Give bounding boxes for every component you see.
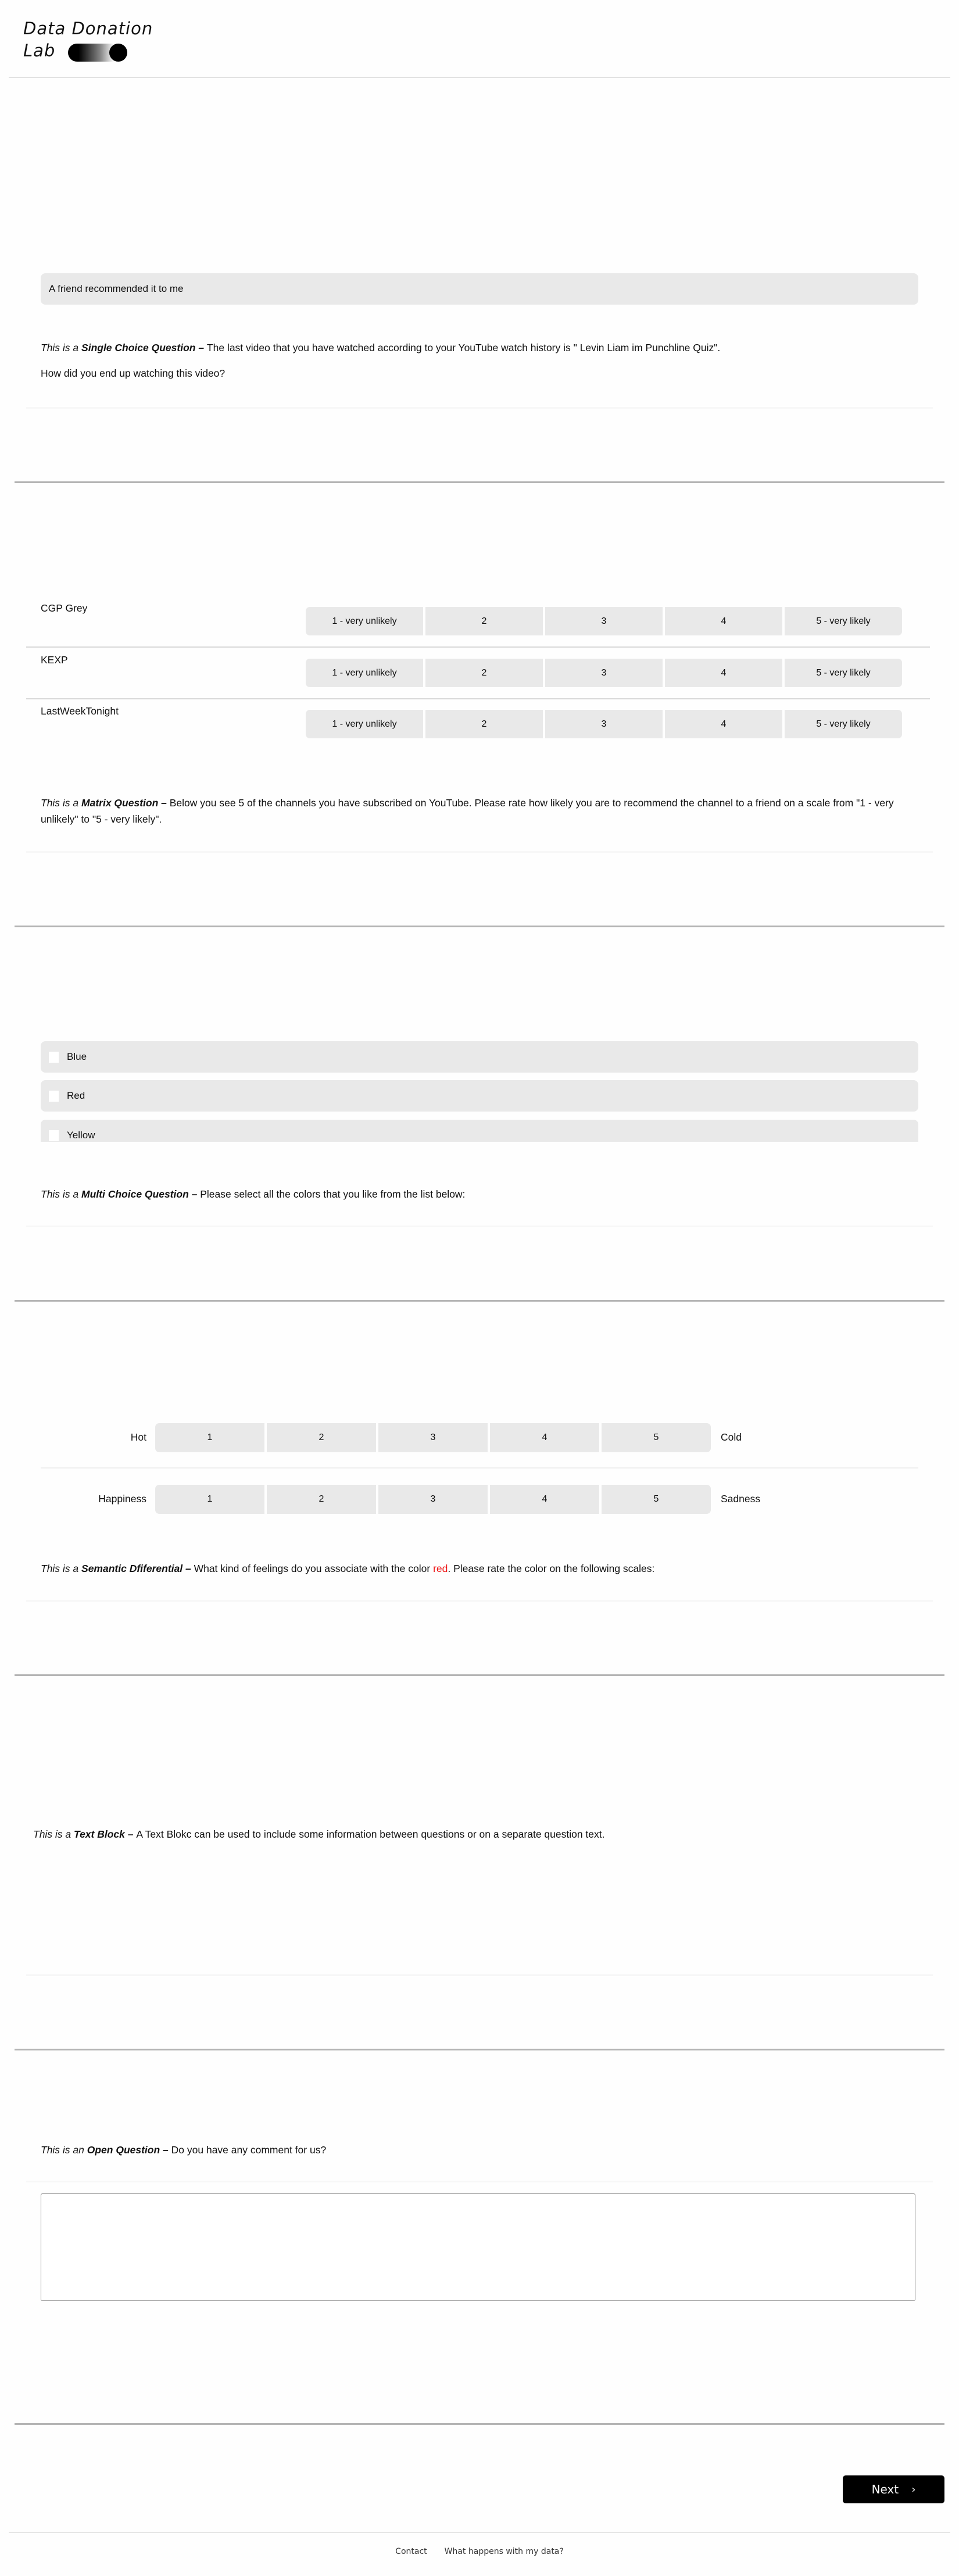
multi-choice-option-blue[interactable] [41,1041,918,1073]
scale-option-3[interactable]: 3 [378,1423,488,1452]
checkbox[interactable] [49,1091,59,1102]
open-question-text [41,2142,924,2158]
scale-option-5[interactable]: 5 [602,1485,711,1514]
section-divider-faint [26,407,933,409]
scale-option-3[interactable]: 3 [378,1485,488,1514]
section-divider-faint [26,1974,933,1976]
scale-option-4[interactable]: 4 [490,1423,599,1452]
scale-option-1[interactable]: 1 [155,1423,264,1452]
section-separator [15,1674,944,1676]
question-description: The last video that you have watched according to your YouTube watch history is " Levin Liam im Punchline Quiz". [206,342,721,353]
type-suffix: – [195,342,207,353]
sd-right-label: Cold [721,1431,742,1443]
comment-textarea[interactable] [41,2193,915,2301]
type-suffix: – [158,797,170,809]
scale-option-1[interactable]: 1 - very unlikely [306,659,423,687]
sd-left-label: Happiness [98,1493,146,1505]
question-type: Multi Choice Question [81,1188,189,1200]
question-type: Semantic Dfiferential [81,1563,183,1574]
single-choice-prompt: How did you end up watching this video? [41,367,226,379]
section-separator [15,2049,944,2050]
matrix-row-kexp [306,659,902,687]
sd-row-hot-cold [155,1423,711,1452]
scale-option-4[interactable]: 4 [665,607,782,635]
section-separator [15,926,944,927]
type-prefix: This is a [41,797,82,809]
type-suffix: – [188,1188,201,1200]
scale-option-4[interactable]: 4 [665,710,782,738]
sd-right-label: Sadness [721,1493,761,1505]
scale-option-3[interactable]: 3 [545,607,663,635]
scale-option-3[interactable]: 3 [545,710,663,738]
matrix-row-lastweektonight [306,710,902,738]
matrix-row-divider [26,698,930,699]
section-divider-faint [26,1600,933,1602]
scale-option-1[interactable]: 1 - very unlikely [306,710,423,738]
question-type: Matrix Question [81,797,159,809]
option-label: Yellow [67,1130,95,1141]
type-suffix: – [160,2144,171,2156]
question-description: What kind of feelings do you associate with the color [194,1563,434,1574]
scale-option-5[interactable]: 5 [602,1423,711,1452]
scale-option-2[interactable]: 2 [425,607,543,635]
logo-line1: Data Donation [23,19,153,38]
option-label: Red [67,1090,85,1101]
sd-left-label: Hot [130,1431,146,1443]
scale-option-5[interactable]: 5 - very likely [785,659,902,687]
scale-option-2[interactable]: 2 [425,710,543,738]
scale-option-5[interactable]: 5 - very likely [785,607,902,635]
section-divider-faint [26,851,933,853]
scale-option-5[interactable]: 5 - very likely [785,710,902,738]
section-separator [15,2423,944,2425]
scale-option-1[interactable]: 1 [155,1485,264,1514]
footer-link-data-info[interactable]: What happens with my data? [444,2547,564,2556]
matrix-row-label: KEXP [41,654,68,666]
type-prefix: This is a [41,342,82,353]
scale-option-2[interactable]: 2 [267,1423,376,1452]
scale-option-1[interactable]: 1 - very unlikely [306,607,423,635]
type-prefix: This is a [41,1188,82,1200]
toggle-switch-icon [68,44,127,62]
option-label: A friend recommended it to me [49,283,184,294]
sd-row-divider [41,1467,918,1469]
logo-line2: Lab [23,41,56,60]
scale-option-2[interactable]: 2 [267,1485,376,1514]
block-description: A Text Blokc can be used to include some information between questions or on a separate question text. [136,1828,605,1840]
type-suffix: – [183,1563,194,1574]
block-type: Text Block [74,1828,125,1840]
type-prefix: This is an [41,2144,87,2156]
checkbox[interactable] [49,1130,59,1141]
scale-option-4[interactable]: 4 [665,659,782,687]
multi-choice-option-red[interactable] [41,1080,918,1112]
matrix-row-divider [26,646,930,648]
type-prefix: This is a [41,1563,82,1574]
type-suffix: – [124,1828,137,1840]
multi-choice-question-text [41,1186,924,1202]
section-separator [15,1300,944,1302]
question-description: Please select all the colors that you like from the list below: [200,1188,466,1200]
question-description: Below you see 5 of the channels you have subscribed on YouTube. Please rate how likely you are to recommend the channel to a friend on a scale from "1 - very unlikely" to "5 - very likely". [41,797,894,825]
section-divider-faint [26,2181,933,2182]
scale-option-4[interactable]: 4 [490,1485,599,1514]
next-button[interactable] [843,2475,944,2503]
footer-link-contact[interactable]: Contact [395,2547,427,2556]
highlight-word: red [433,1563,448,1574]
checkbox[interactable] [49,1052,59,1063]
site-footer [9,2532,950,2576]
option-label: Blue [67,1051,87,1062]
section-separator [15,481,944,483]
sd-question-text [41,1560,924,1577]
matrix-row-label: LastWeekTonight [41,705,119,717]
chevron-right-icon: › [911,2483,916,2496]
question-type: Open Question [87,2144,160,2156]
sd-row-happiness-sadness [155,1485,711,1514]
matrix-row-label: CGP Grey [41,602,88,614]
next-label: Next [871,2482,899,2496]
question-description-cont: . Please rate the color on the following scales: [448,1563,655,1574]
multi-choice-option-yellow[interactable] [41,1120,918,1142]
logo[interactable] [23,17,153,62]
scale-option-3[interactable]: 3 [545,659,663,687]
question-type: Single Choice Question [81,342,196,353]
site-header [9,0,950,78]
type-prefix: This is a [33,1828,74,1840]
question-description: Do you have any comment for us? [171,2144,327,2156]
text-block [33,1826,917,1842]
single-choice-question-text [41,340,924,356]
matrix-row-cgp-grey [306,607,902,635]
matrix-question-text [41,795,924,827]
section-divider-faint [26,1226,933,1227]
multi-choice-scroll-area [41,1120,918,1142]
toggle-knob [109,44,127,62]
single-choice-option[interactable] [41,273,918,305]
scale-option-2[interactable]: 2 [425,659,543,687]
